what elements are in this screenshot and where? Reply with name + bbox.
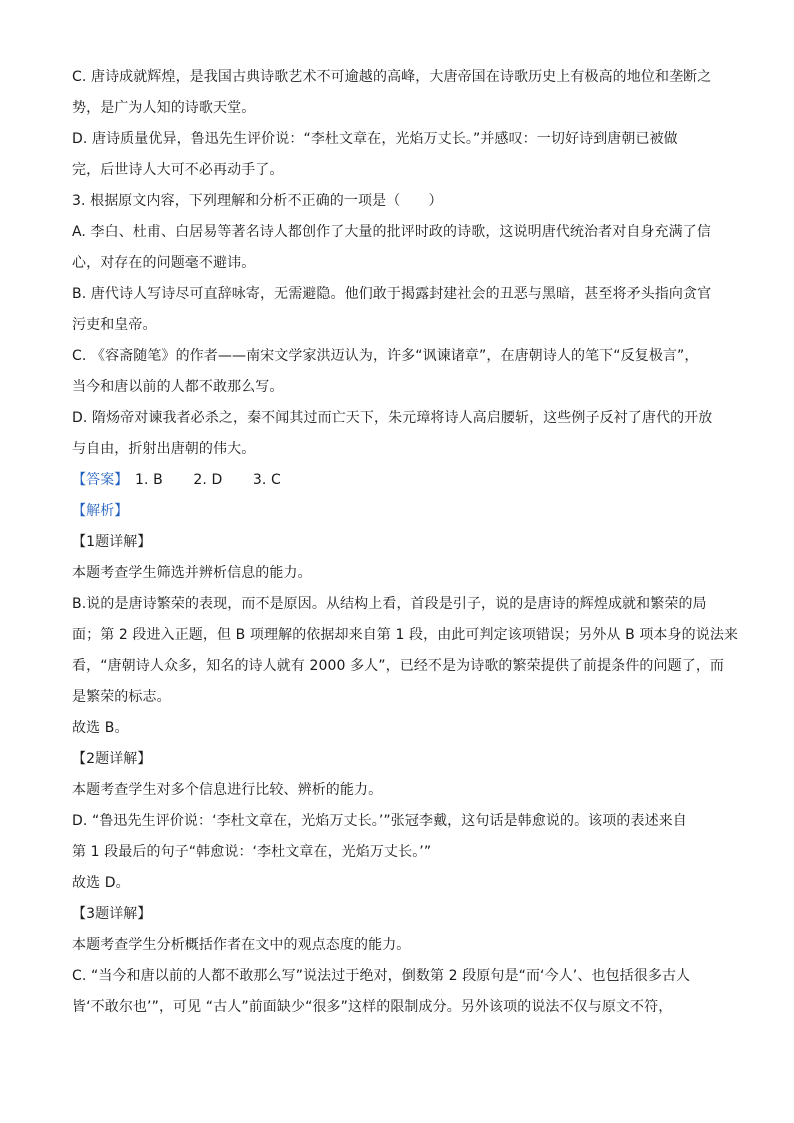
text-line: C. 《容斋随笔》的作者——南宋文学家洪迈认为，许多“讽谏诸章”，在唐朝诗人的笔下“反复极言”， — [72, 348, 699, 364]
text-line: 当今和唐以前的人都不敢那么写。 — [72, 379, 284, 395]
text-line: D. 隋炀帝对谏我者必杀之，秦不闻其过而亡天下，朱元璋将诗人高启腰斩，这些例子反衬了唐代的开放 — [72, 410, 713, 426]
text-line: 心，对存在的问题毫不避讳。 — [72, 255, 256, 271]
answer-item: 1. B — [134, 472, 163, 488]
text-line: C. 唐诗成就辉煌，是我国古典诗歌艺术不可逾越的高峰，大唐帝国在诗歌历史上有极高的地位和垄断之 — [72, 69, 712, 85]
text-line: 故选 B。 — [72, 720, 129, 736]
text-line: C. “当今和唐以前的人都不敢那么写”说法过于绝对，倒数第 2 段原句是“而‘今人’、也包括很多古人 — [72, 968, 691, 984]
document-page — [72, 62, 739, 1023]
section-heading: 【2题详解】 — [72, 751, 152, 767]
section-heading: 【1题详解】 — [72, 534, 152, 550]
text-line: B.说的是唐诗繁荣的表现，而不是原因。从结构上看，首段是引子，说的是唐诗的辉煌成就和繁荣的局 — [72, 596, 707, 612]
text-line: D. 唐诗质量优异，鲁迅先生评价说：“李杜文章在，光焰万丈长。”并感叹：一切好诗到唐朝已被做 — [72, 131, 678, 147]
answer-item: 2. D — [193, 472, 223, 488]
text-line: 本题考查学生筛选并辨析信息的能力。 — [72, 565, 312, 581]
text-line: B. 唐代诗人写诗尽可直辞咏寄，无需避隐。他们敢于揭露封建社会的丑恶与黑暗，甚至将矛头指向贪官 — [72, 286, 712, 302]
text-line: 完，后世诗人大可不必再动手了。 — [72, 162, 284, 178]
text-line: 本题考查学生对多个信息进行比较、辨析的能力。 — [72, 782, 383, 798]
text-line: 污吏和皇帝。 — [72, 317, 157, 333]
text-line: 本题考查学生分析概括作者在文中的观点态度的能力。 — [72, 937, 411, 953]
answer-label: 【答案】 — [72, 472, 129, 488]
section-heading: 【3题详解】 — [72, 906, 152, 922]
question-stem: 3. 根据原文内容，下列理解和分析不正确的一项是（ ） — [72, 193, 443, 209]
text-line: 看，“唐朝诗人众多，知名的诗人就有 2000 多人”，已经不是为诗歌的繁荣提供了前提条件的问题了，而 — [72, 658, 725, 674]
text-line: 面；第 2 段进入正题，但 B 项理解的依据却来自第 1 段，由此可判定该项错误；另外从 B 项本身的说法来 — [72, 627, 739, 643]
text-line: 故选 D。 — [72, 875, 130, 891]
text-line: A. 李白、杜甫、白居易等著名诗人都创作了大量的批评时政的诗歌，这说明唐代统治者对自身充满了信 — [72, 224, 711, 240]
text-line: 与自由，折射出唐朝的伟大。 — [72, 441, 256, 457]
text-line: 是繁荣的标志。 — [72, 689, 171, 705]
text-line: D. “鲁迅先生评价说：‘李杜文章在，光焰万丈长。’”张冠李戴，这句话是韩愈说的。该项的表述来自 — [72, 813, 687, 829]
analysis-label: 【解析】 — [72, 503, 129, 519]
text-line: 势，是广为人知的诗歌天堂。 — [72, 100, 256, 116]
answer-item: 3. C — [252, 472, 281, 488]
text-line: 第 1 段最后的句子“韩愈说：‘李杜文章在，光焰万丈长。’” — [72, 844, 432, 860]
answer-line — [72, 465, 722, 496]
text-line: 皆‘不敢尔也’”，可见 “古人”前面缺少“很多”这样的限制成分。另外该项的说法不仅与原文不符， — [72, 999, 673, 1015]
